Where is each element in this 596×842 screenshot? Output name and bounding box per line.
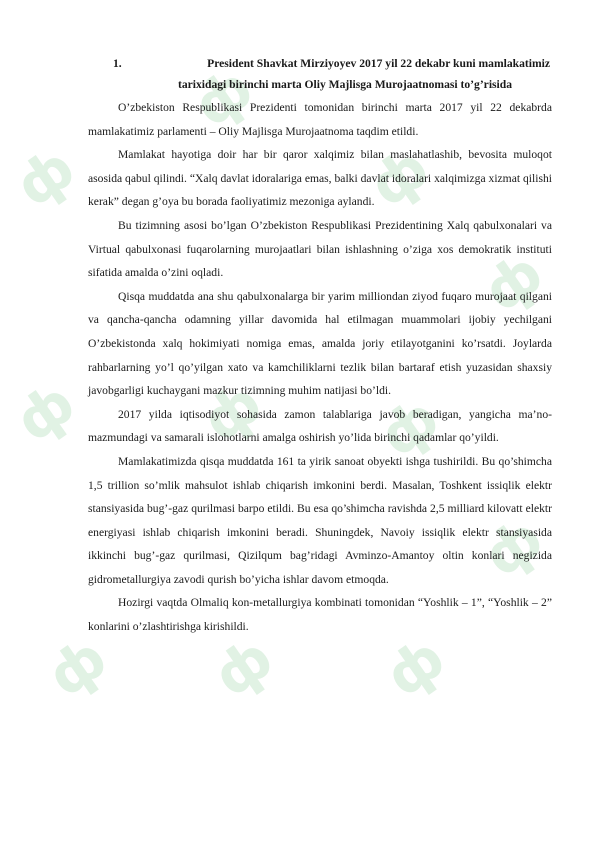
section-heading [88,54,552,95]
paragraph: Bu tizimning asosi bo’lgan O’zbekiston Respublikasi Prezidentining Xalq qabulxonalari va Virtual qabulxonasi fuqarolarning murojaatlari bilan ishlashning o’ziga xos demokratik instituti sifatida amalda o’zini oqladi. [88,218,552,280]
watermark-glyph: ф [4,370,87,456]
paragraph: 2017 yilda iqtisodiyot sohasida zamon talablariga javob beradigan, yangicha ma’no-mazmundagi va samarali islohotlarni amalga oshirish yo’lida birinchi qadamlar qo’yildi. [88,407,552,445]
paragraph: Qisqa muddatda ana shu qabulxonalarga bir yarim milliondan ziyod fuqaro murojaat qilgani va qancha-qancha odamning yillar davomida hal etilmagan muammolari ijobiy yechilgani O’zbekistonda xalq hokimiyati nomiga emas, amalda joriy etilayotganini ko’rsatdi. Joylarda rahbarlarning yo’l qo’yilgan xato va kamchiliklarni tezlik bilan bartaraf etish yuzasidan shaxsiy javobgarligi kuchaygani mazkur tizimning muhim natijasi bo’ldi. [88,289,552,398]
paragraph: Hozirgi vaqtda Olmaliq kon-metallurgiya kombinati tomonidan “Yoshlik – 1”, “Yoshlik – 2” konlarini o’zlashtirishga kirishildi. [88,596,552,634]
watermark-glyph: ф [368,385,451,471]
paragraph: Mamlakat hayotiga doir har bir qaror xalqimiz bilan maslahatlashib, bevosita muloqot asosida qabul qilindi. “Xalq davlat idoralariga emas, balki davlat idoralari xalqimizga xizmat qilishi kerak” degan g’oya bu borada faoliyatimiz mezoniga aylandi. [88,148,552,209]
watermark-glyph: ф [358,135,441,221]
watermark-glyph: ф [4,135,87,221]
paragraph: O’zbekiston Respublikasi Prezidenti tomonidan birinchi marta 2017 yil 22 dekabrda mamlakatimiz parlamenti – Oliy Majlisga Murojaatnoma taqdim etildi. [88,101,552,138]
document-body [88,54,555,639]
heading-number: 1. [113,57,122,70]
watermark-glyph: ф [36,625,119,711]
watermark-glyph: ф [202,625,285,711]
watermark-glyph: ф [472,240,555,326]
watermark-glyph: ф [374,625,457,711]
watermark-glyph: ф [472,505,555,591]
heading-line-2: tarixidagi birinchi marta Oliy Majlisga Murojaatnomasi to’g’risida [177,77,513,91]
paragraph: Mamlakatimizda qisqa muddatda 161 ta yirik sanoat obyekti ishga tushirildi. Bu qo’shimcha 1,5 trillion so’mlik mahsulot ishlab chiqarish imkonini berdi. Masalan, Toshkent issiqlik elektr stansiyasida bug’-gaz qurilmasi barpo etildi. Bu esa qo’shimcha ravishda 2,5 milliard kilovatt elektr energiyasi ishlab chiqarish imkonini beradi. Shuningdek, Navoiy issiqlik elektr stansiyasida ikkinchi bug’-gaz qurilmasi, Qizilqum bag’ridagi Avminzo-Amantoy oltin konlari negizida gidrometallurgiya zavodi qurish bo’yicha ishlar davom etmoqda. [88,454,552,586]
watermark-glyph: ф [182,55,265,141]
watermark-glyph: ф [191,370,274,456]
heading-line-1: President Shavkat Mirziyoyev 2017 yil 22 dekabr kuni mamlakatimiz [207,57,550,70]
